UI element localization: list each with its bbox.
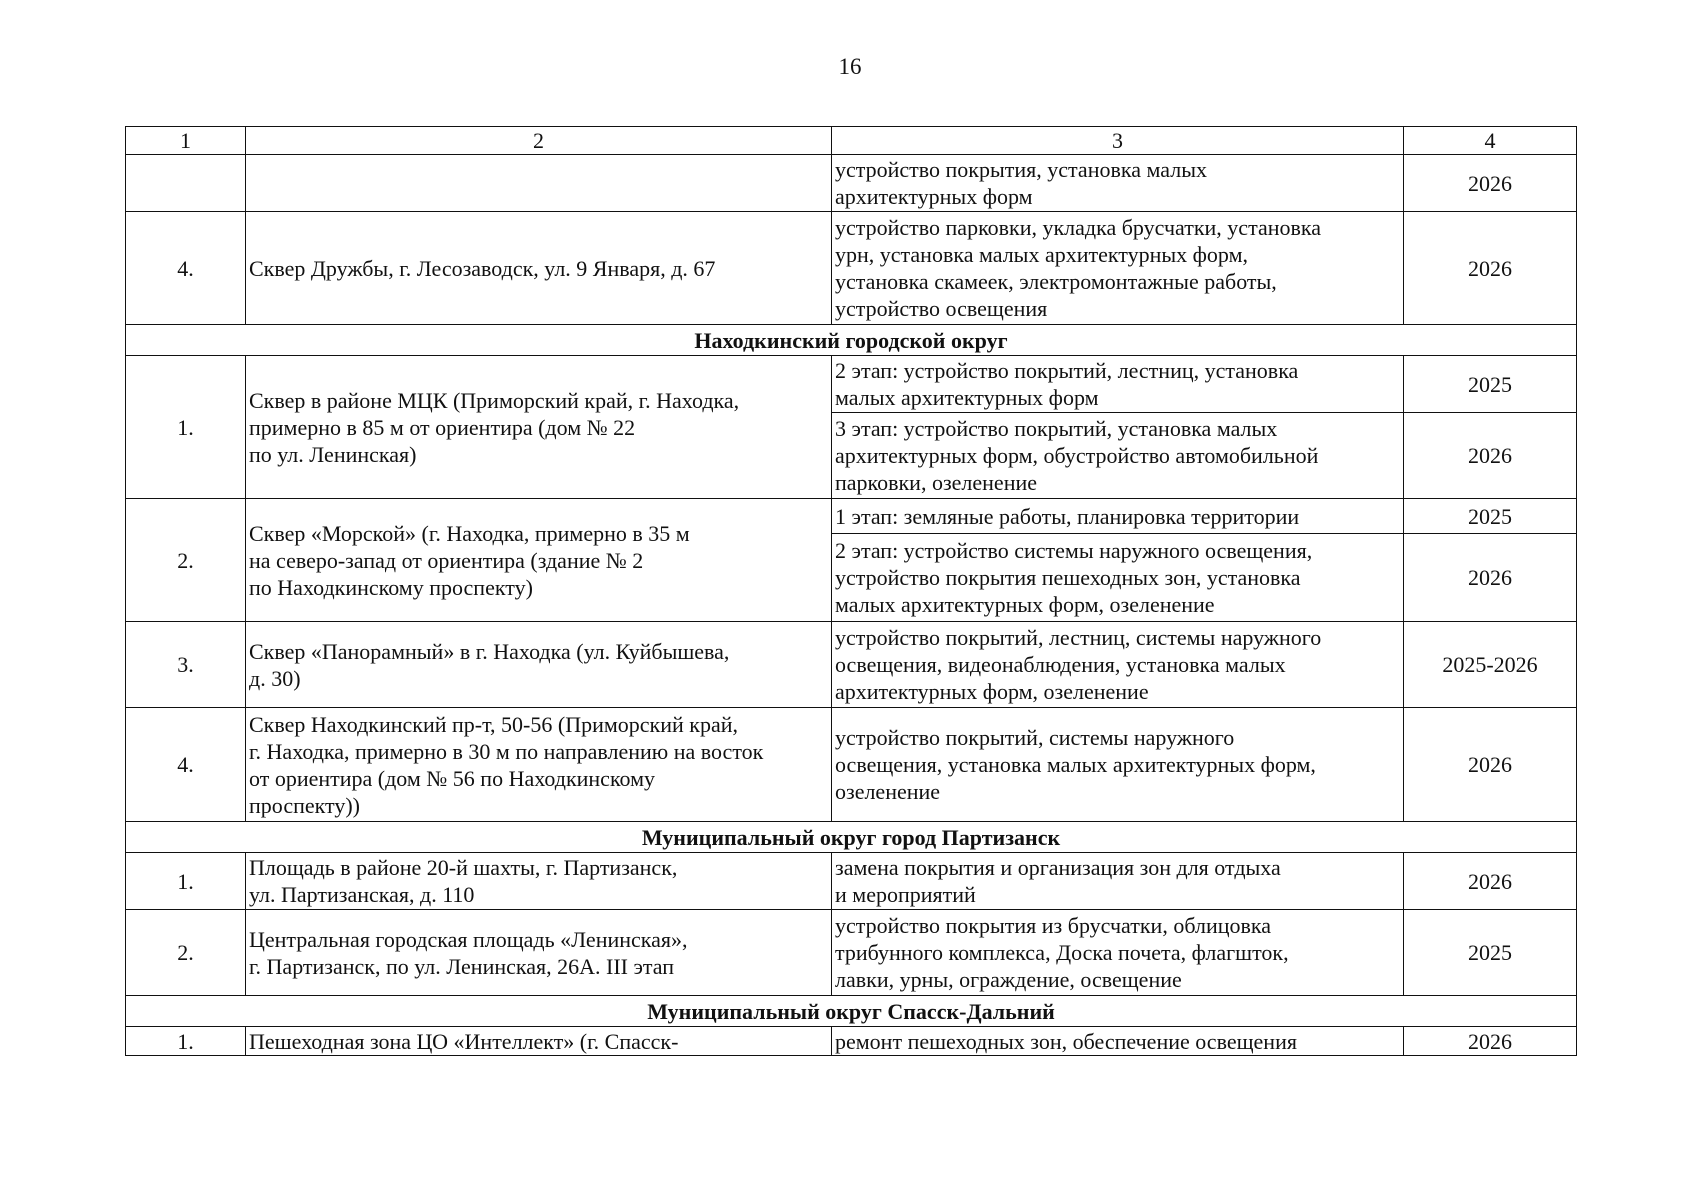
works-cell (832, 499, 1404, 534)
works-line: архитектурных форм (835, 184, 1033, 209)
section-title: Муниципальный округ Спасск-Дальний (126, 996, 1577, 1027)
works-line: устройство покрытий, лестниц, системы наружного (835, 625, 1322, 650)
object-line: от ориентира (дом № 56 по Находкинскому (249, 765, 656, 791)
works-line: установка скамеек, электромонтажные работы, (835, 269, 1277, 294)
table-row (126, 356, 1577, 413)
object-line: на северо-запад от ориентира (здание № 2 (249, 547, 644, 573)
row-number: 4. (126, 708, 246, 822)
column-header: 2 (246, 127, 832, 155)
object-line: по Находкинскому проспекту) (249, 574, 533, 600)
table-row (126, 622, 1577, 708)
page-number: 16 (838, 54, 862, 79)
works-line: парковки, озеленение (835, 470, 1038, 495)
works-line: устройство покрытия, установка малых (835, 157, 1207, 182)
works-line: освещения, установка малых архитектурных форм, (835, 752, 1316, 777)
table-row (126, 1027, 1577, 1056)
works-cell (832, 853, 1404, 910)
works-line: малых архитектурных форм (835, 385, 1099, 410)
object-cell (246, 622, 832, 708)
row-number: 4. (126, 212, 246, 325)
works-line: и мероприятий (835, 882, 976, 907)
object-line: Сквер Дружбы, г. Лесозаводск, ул. 9 Января, д. 67 (249, 255, 716, 281)
table-row (126, 155, 1577, 212)
object-cell (246, 155, 832, 212)
table-row (126, 499, 1577, 534)
table-row (126, 910, 1577, 996)
object-line: Сквер «Морской» (г. Находка, примерно в 35 м (249, 520, 690, 546)
works-line: замена покрытия и организация зон для отдыха (835, 855, 1281, 880)
works-cell (832, 212, 1404, 325)
works-line: освещения, видеонаблюдения, установка малых (835, 652, 1286, 677)
year-cell: 2026 (1404, 853, 1577, 910)
row-number (126, 155, 246, 212)
object-line: Площадь в районе 20-й шахты, г. Партизанск, (249, 855, 678, 880)
year-cell: 2025 (1404, 910, 1577, 996)
works-line: устройство освещения (835, 296, 1048, 321)
works-table (125, 126, 1577, 1056)
object-line: Центральная городская площадь «Ленинская», (249, 926, 688, 952)
works-line: устройство парковки, укладка брусчатки, установка (835, 215, 1321, 240)
year-cell: 2026 (1404, 1027, 1577, 1056)
row-number: 1. (126, 853, 246, 910)
object-cell (246, 708, 832, 822)
works-line: устройство покрытия из брусчатки, облицовка (835, 913, 1271, 938)
section-header-row (126, 996, 1577, 1027)
object-cell (246, 853, 832, 910)
works-cell (832, 622, 1404, 708)
section-title: Находкинский городской округ (126, 325, 1577, 356)
works-line: 2 этап: устройство системы наружного освещения, (835, 538, 1313, 563)
year-cell: 2026 (1404, 708, 1577, 822)
year-cell: 2026 (1404, 534, 1577, 622)
object-line: Сквер в районе МЦК (Приморский край, г. Находка, (249, 387, 740, 413)
column-header: 4 (1404, 127, 1577, 155)
works-line: устройство покрытия пешеходных зон, установка (835, 565, 1301, 590)
works-line: трибунного комплекса, Доска почета, флагшток, (835, 940, 1289, 965)
object-cell (246, 910, 832, 996)
works-cell (832, 910, 1404, 996)
table-row (126, 212, 1577, 325)
object-line: Пешеходная зона ЦО «Интеллект» (г. Спасск- (249, 1028, 679, 1054)
works-cell (832, 1027, 1404, 1056)
year-cell: 2025 (1404, 499, 1577, 534)
year-cell: 2026 (1404, 413, 1577, 499)
object-line: ул. Партизанская, д. 110 (249, 882, 475, 907)
table-row (126, 853, 1577, 910)
works-line: ремонт пешеходных зон, обеспечение освещения (835, 1028, 1297, 1054)
object-cell (246, 212, 832, 325)
year-cell: 2026 (1404, 155, 1577, 212)
section-title: Муниципальный округ город Партизанск (126, 822, 1577, 853)
object-cell (246, 356, 832, 499)
object-line: примерно в 85 м от ориентира (дом № 22 (249, 414, 636, 440)
row-number: 1. (126, 1027, 246, 1056)
section-header-row (126, 325, 1577, 356)
works-line: малых архитектурных форм, озеленение (835, 592, 1215, 617)
object-line: проспекту)) (249, 792, 360, 818)
object-line: г. Находка, примерно в 30 м по направлению на восток (249, 738, 764, 764)
works-cell (832, 155, 1404, 212)
object-line: Сквер «Панорамный» в г. Находка (ул. Куйбышева, (249, 638, 730, 664)
works-line: устройство покрытий, системы наружного (835, 725, 1235, 750)
row-number: 3. (126, 622, 246, 708)
works-line: архитектурных форм, озеленение (835, 679, 1149, 704)
works-line: 3 этап: устройство покрытий, установка малых (835, 416, 1278, 441)
table-row (126, 708, 1577, 822)
object-cell (246, 499, 832, 622)
works-cell (832, 413, 1404, 499)
column-header-row (126, 127, 1577, 155)
object-line: Сквер Находкинский пр-т, 50-56 (Приморский край, (249, 711, 739, 737)
works-cell (832, 708, 1404, 822)
row-number: 1. (126, 356, 246, 499)
year-cell: 2026 (1404, 212, 1577, 325)
object-line: д. 30) (249, 665, 301, 691)
works-cell (832, 356, 1404, 413)
object-cell (246, 1027, 832, 1056)
row-number: 2. (126, 499, 246, 622)
works-line: лавки, урны, ограждение, освещение (835, 967, 1182, 992)
works-line: 1 этап: земляные работы, планировка территории (835, 503, 1300, 529)
section-header-row (126, 822, 1577, 853)
row-number: 2. (126, 910, 246, 996)
works-cell (832, 534, 1404, 622)
object-line: по ул. Ленинская) (249, 441, 417, 467)
column-header: 1 (126, 127, 246, 155)
year-cell: 2025-2026 (1404, 622, 1577, 708)
works-line: 2 этап: устройство покрытий, лестниц, установка (835, 358, 1299, 383)
year-cell: 2025 (1404, 356, 1577, 413)
works-line: озеленение (835, 779, 941, 804)
works-line: урн, установка малых архитектурных форм, (835, 242, 1248, 267)
object-line: г. Партизанск, по ул. Ленинская, 26А. III этап (249, 953, 675, 979)
column-header: 3 (832, 127, 1404, 155)
works-line: архитектурных форм, обустройство автомобильной (835, 443, 1319, 468)
